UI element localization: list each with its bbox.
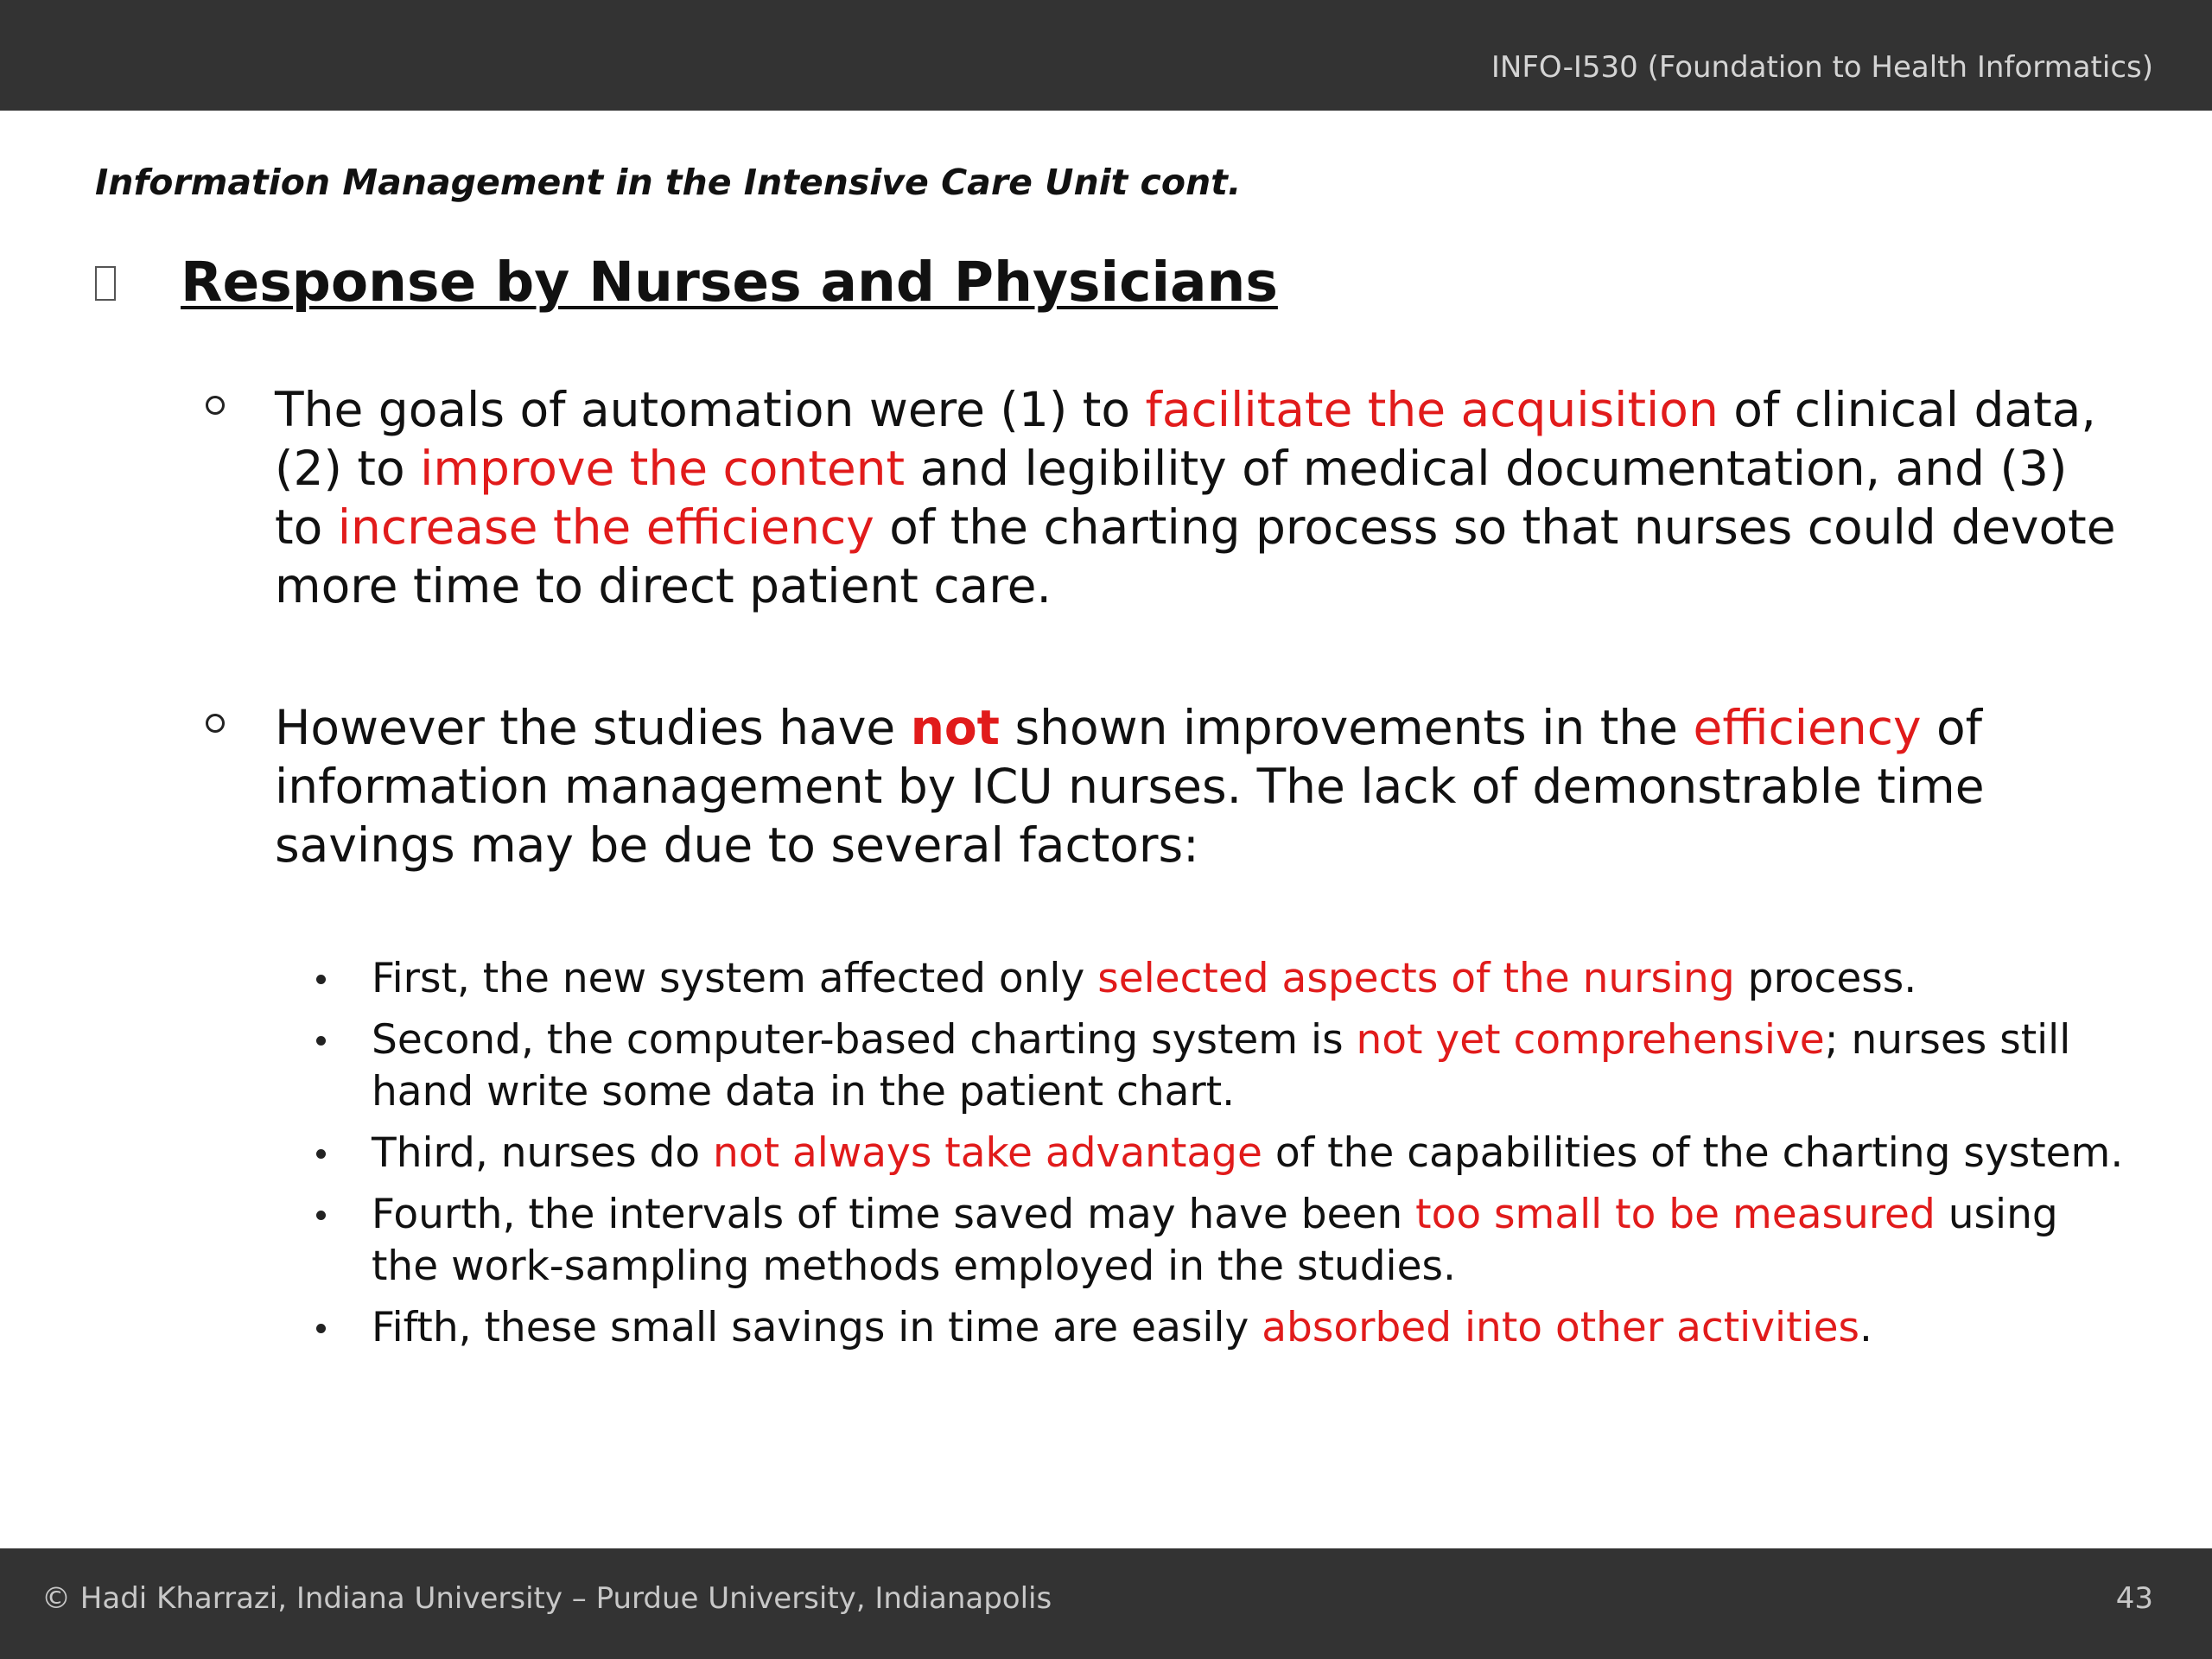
item-text: ; nurses still hand write some data in the patient chart. (372, 1016, 2071, 1116)
highlighted-phrase: facilitate the acquisition (1145, 382, 1719, 437)
page-number: 43 (2115, 1581, 2153, 1616)
dot-bullet-icon (316, 1211, 326, 1220)
highlighted-phrase: selected aspects of the nursing (1097, 955, 1735, 1002)
item-text: of the capabilities of the charting system. (1262, 1129, 2124, 1177)
course-title: INFO-I530 (Foundation to Health Informatics) (1491, 50, 2153, 85)
highlighted-phrase: not always take advantage (713, 1129, 1262, 1177)
item-text: Fourth, the intervals of time saved may have been (372, 1191, 1416, 1238)
highlighted-phrase: too small to be measured (1415, 1191, 1936, 1238)
factors-list (372, 953, 2126, 1363)
slide-subtitle: Information Management in the Intensive Care Unit cont. (95, 162, 1242, 203)
heading-row (95, 251, 2082, 320)
circle-bullet-icon (206, 396, 225, 415)
highlighted-phrase: increase the efficiency (337, 499, 874, 555)
paragraph-text: and legibility of medical documentation, and (3) to (275, 441, 2068, 555)
footer-bar (0, 1548, 2212, 1659)
list-item (372, 1128, 2126, 1179)
item-text: process. (1734, 955, 1917, 1002)
highlighted-phrase: not (910, 700, 1000, 755)
dot-bullet-icon (316, 975, 326, 984)
copyright-text: © Hadi Kharrazi, Indiana University – Purdue University, Indianapolis (41, 1581, 1052, 1616)
paragraph-text: shown improvements in the (999, 700, 1694, 755)
dot-bullet-icon (316, 1324, 326, 1333)
list-item (372, 953, 2126, 1005)
list-item (372, 1189, 2126, 1293)
list-item (372, 1302, 2126, 1354)
square-bullet-icon (95, 266, 116, 301)
item-text: using the work-sampling methods employed in the studies. (372, 1191, 2058, 1290)
highlighted-phrase: not yet comprehensive (1356, 1016, 1825, 1064)
highlighted-phrase: absorbed into other activities (1262, 1304, 1859, 1351)
slide-heading: Response by Nurses and Physicians (181, 251, 1278, 314)
paragraph-text: of the charting process so that nurses could devote more time to direct patient care. (275, 499, 2116, 613)
paragraph-text: However the studies have (275, 700, 911, 755)
item-text: Third, nurses do (372, 1129, 714, 1177)
item-text: Fifth, these small savings in time are easily (372, 1304, 1262, 1351)
paragraph-text: The goals of automation were (1) to (275, 382, 1146, 437)
item-text: . (1859, 1304, 1872, 1351)
paragraph-text: of information management by ICU nurses. The lack of demonstrable time savings may be due to several factors: (275, 700, 1985, 873)
circle-bullet-icon (206, 714, 225, 733)
studies-paragraph (275, 698, 2124, 874)
paragraph-text: of clinical data, (2) to (275, 382, 2096, 496)
item-text: Second, the computer-based charting system is (372, 1016, 1357, 1064)
highlighted-phrase: efficiency (1693, 700, 1922, 755)
item-text: First, the new system affected only (372, 955, 1098, 1002)
dot-bullet-icon (316, 1036, 326, 1046)
header-bar (0, 0, 2212, 111)
list-item (372, 1014, 2126, 1118)
highlighted-phrase: improve the content (420, 441, 906, 496)
dot-bullet-icon (316, 1149, 326, 1159)
goals-paragraph (275, 380, 2124, 615)
